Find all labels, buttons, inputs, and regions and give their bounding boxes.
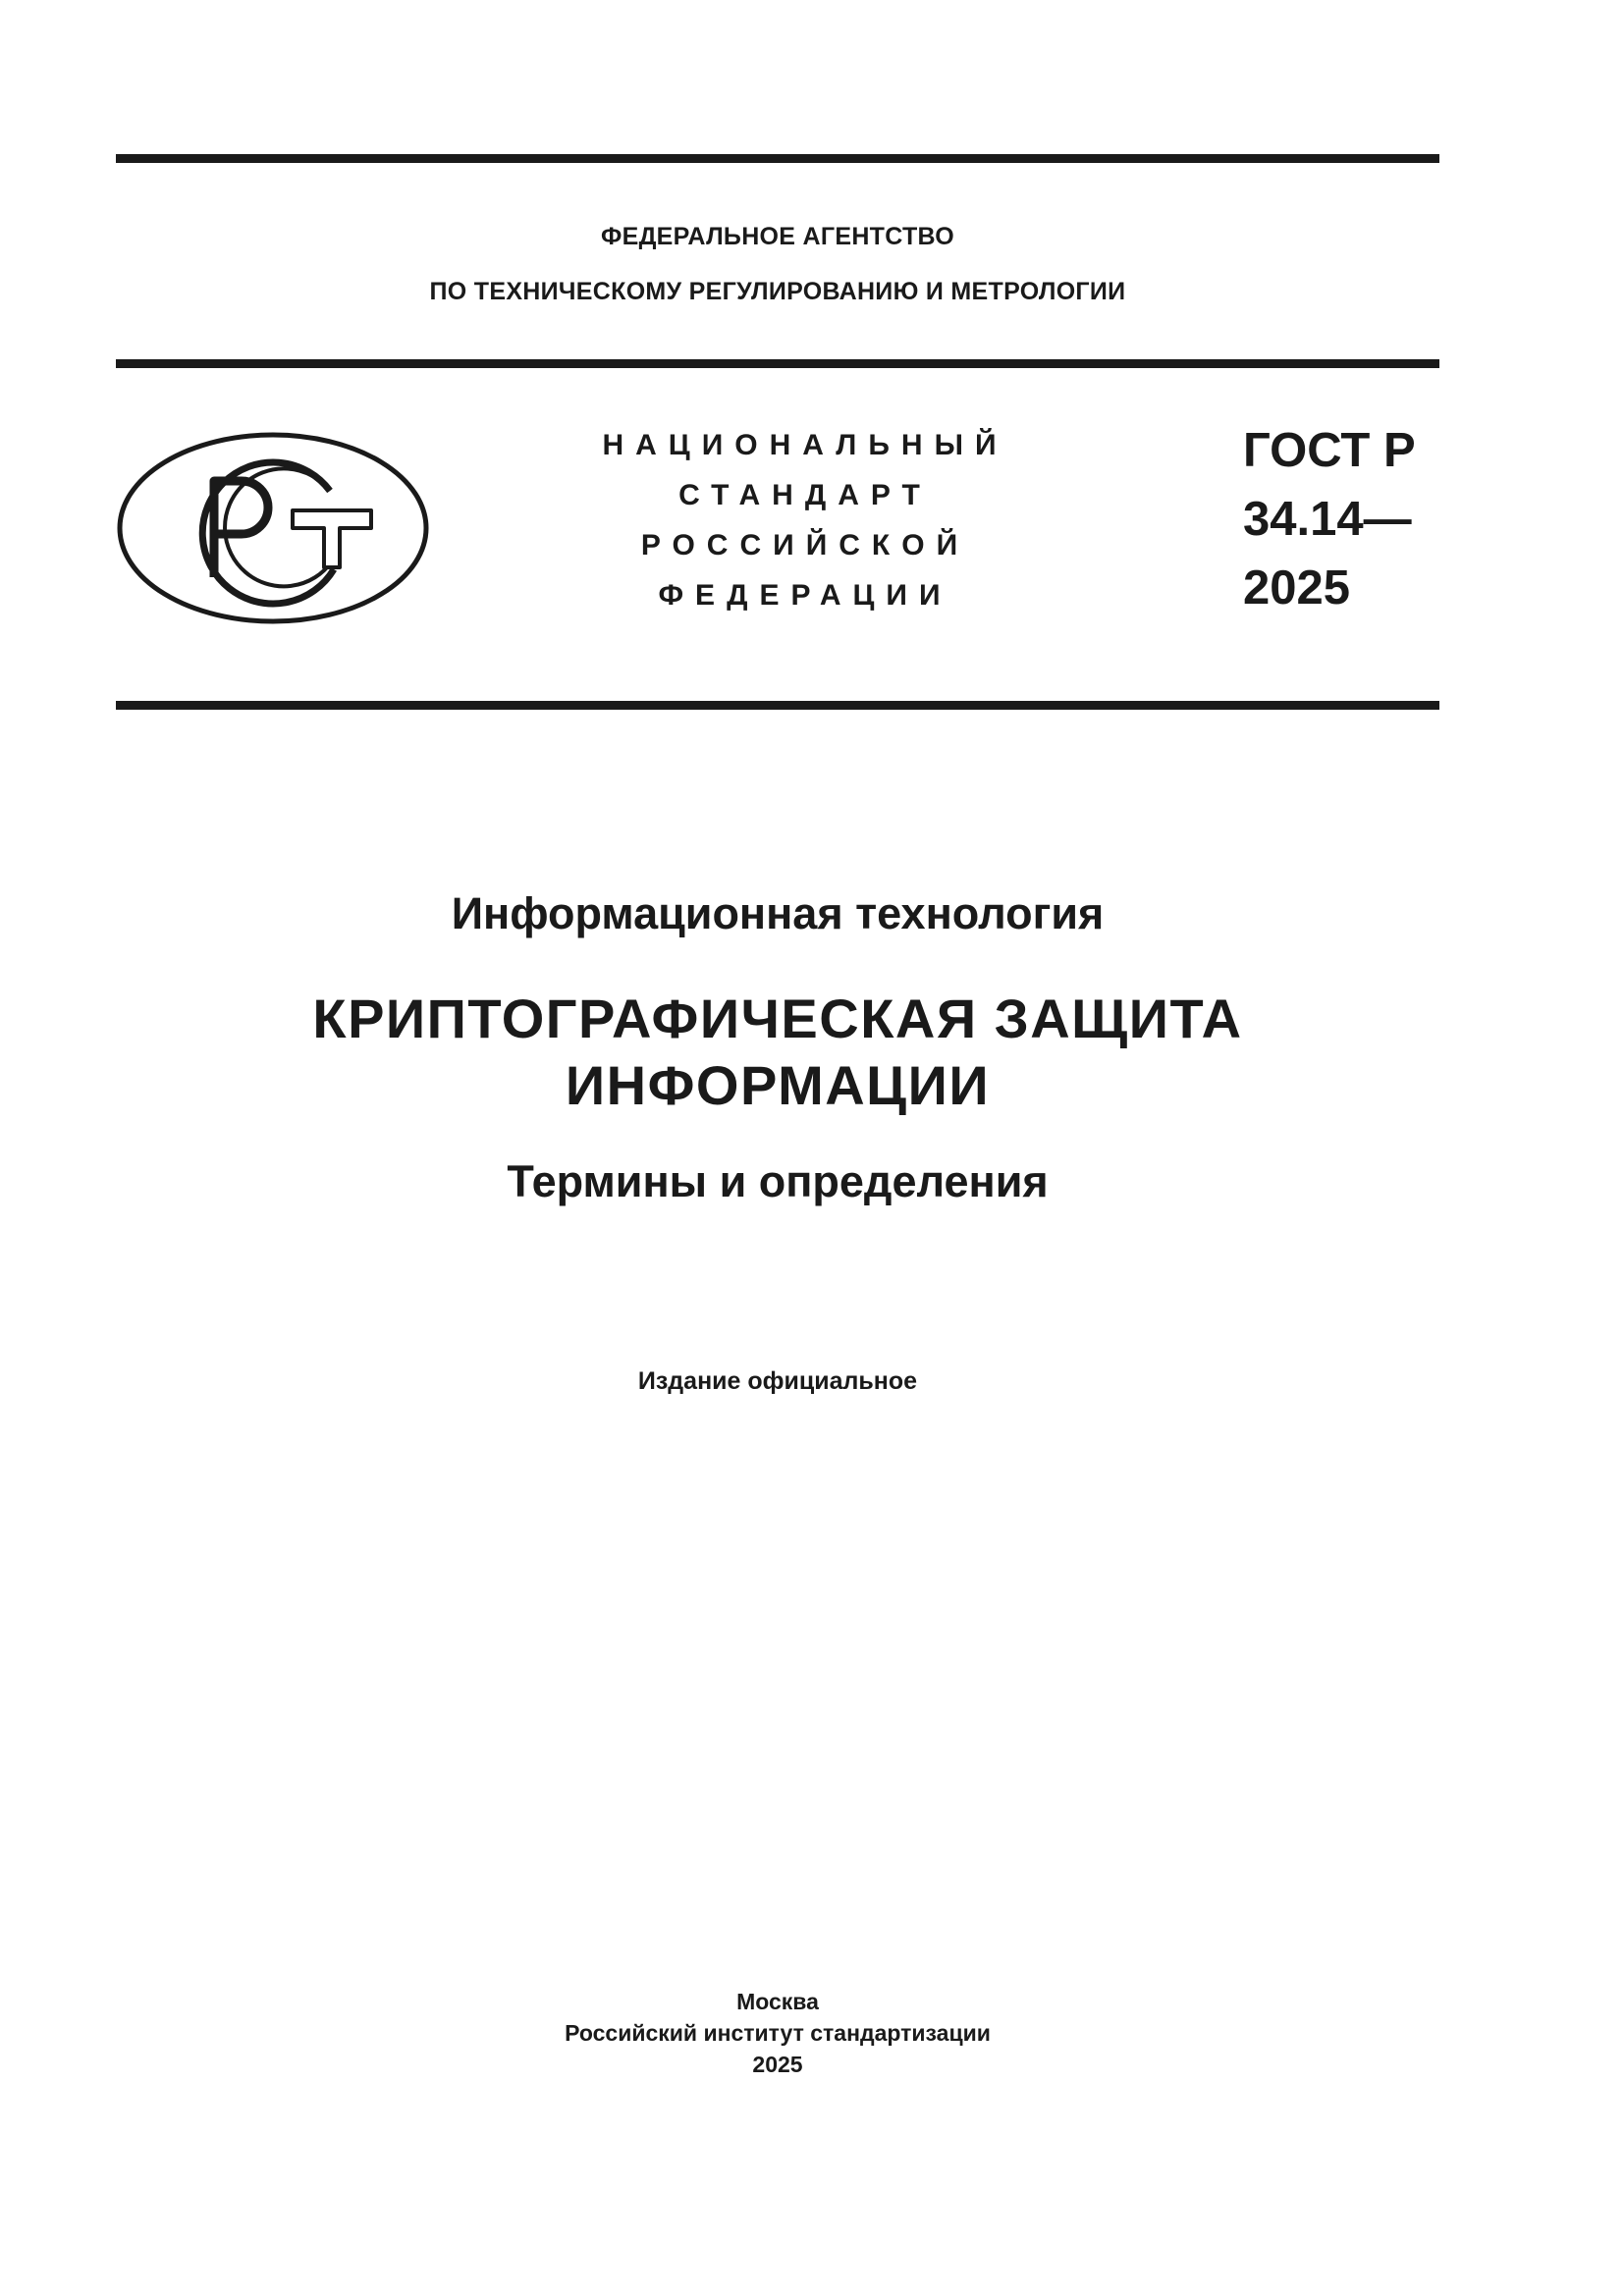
publication-city: Москва bbox=[736, 1989, 819, 2014]
bottom-rule bbox=[116, 701, 1439, 710]
standard-designation-line-2: 34.14— bbox=[1243, 493, 1412, 546]
publication-year: 2025 bbox=[752, 2052, 803, 2077]
document-title-line-2: ИНФОРМАЦИИ bbox=[565, 1054, 991, 1116]
national-standard-line-3: РОССИЙСКОЙ bbox=[640, 529, 970, 561]
document-title-line-1: КРИПТОГРАФИЧЕСКАЯ ЗАЩИТА bbox=[312, 988, 1243, 1049]
national-standard-line-4: ФЕДЕРАЦИИ bbox=[658, 579, 952, 612]
middle-rule bbox=[116, 359, 1439, 368]
edition-note: Издание официальное bbox=[637, 1367, 918, 1395]
rst-logo bbox=[116, 430, 430, 626]
publisher-name: Российский институт стандартизации bbox=[565, 2020, 991, 2046]
agency-name-line-2: ПО ТЕХНИЧЕСКОМУ РЕГУЛИРОВАНИЮ И МЕТРОЛОГИИ bbox=[429, 278, 1126, 305]
national-standard-line-2: СТАНДАРТ bbox=[678, 479, 932, 511]
standard-designation-line-1: ГОСТ Р bbox=[1243, 424, 1416, 477]
national-standard-line-1: НАЦИОНАЛЬНЫЙ bbox=[602, 429, 1008, 461]
top-rule bbox=[116, 154, 1439, 163]
document-subtitle: Термины и определения bbox=[507, 1156, 1049, 1206]
standard-designation-line-3: 2025 bbox=[1243, 561, 1351, 614]
document-subject: Информационная технология bbox=[451, 888, 1105, 938]
agency-name-line-1: ФЕДЕРАЛЬНОЕ АГЕНТСТВО bbox=[600, 223, 955, 250]
